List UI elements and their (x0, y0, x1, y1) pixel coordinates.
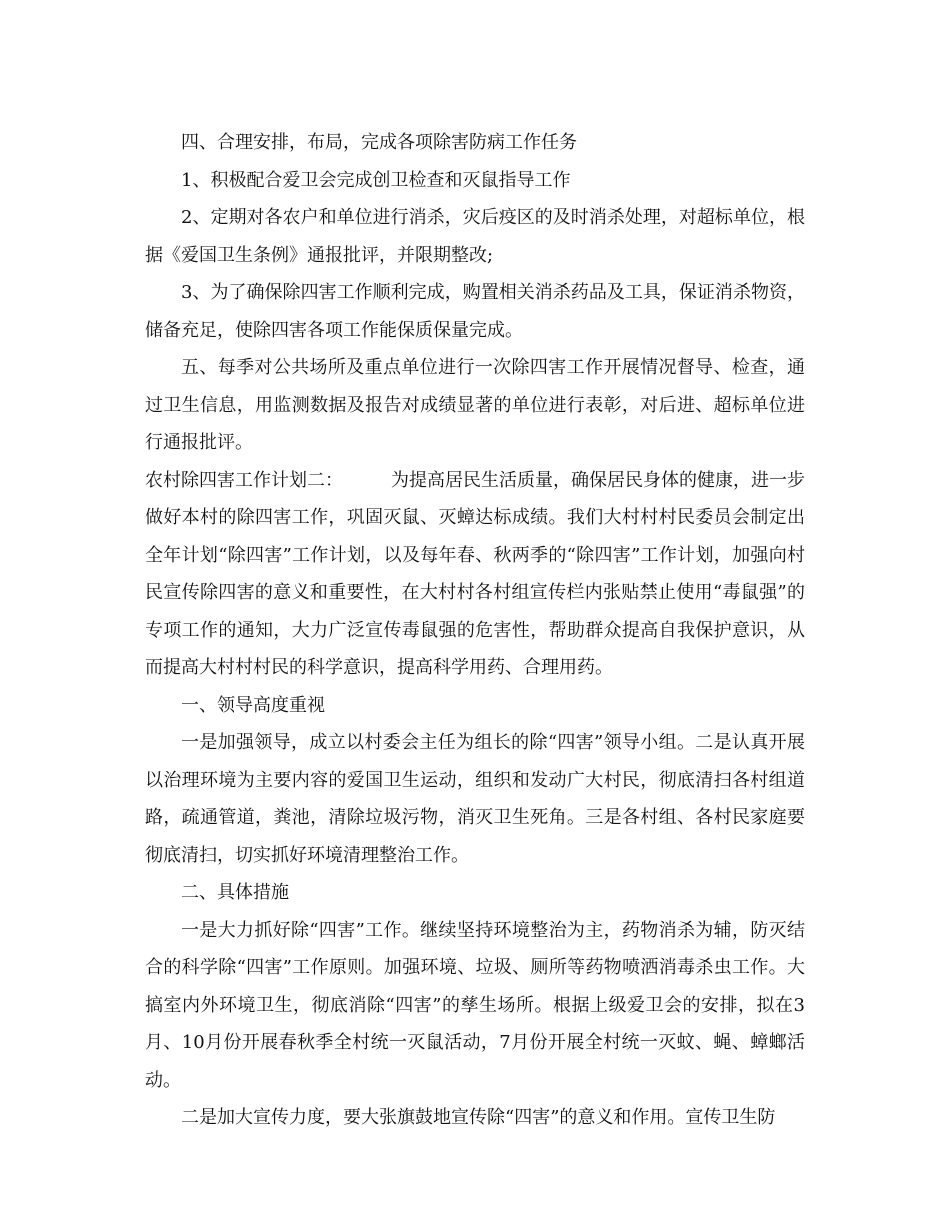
section-five-paragraph: 五、每季对公共场所及重点单位进行一次除四害工作开展情况督导、检查，通过卫生信息，用监测数据及报告对成绩显著的单位进行表彰，对后进、超标单位进行通报批评。 (145, 357, 805, 453)
plan-two-heading: 农村除四害工作计划二： (145, 469, 343, 491)
section-two-body-2: 二是加大宣传力度，要大张旗鼓地宣传除“四害”的意义和作用。宣传卫生防 (181, 1107, 776, 1128)
section-one-title: 一、领导高度重视 (181, 694, 325, 716)
item-3: 3、为了确保除四害工作顺利完成，购置相关消杀药品及工具，保证消杀物资，储备充足，使除四害各项工作能保质保量完成。 (145, 282, 805, 341)
section-four-heading: 四、合理安排，布局，完成各项除害防病工作任务 (181, 132, 577, 153)
item-1: 1、积极配合爱卫会完成创卫检查和灭鼠指导工作 (181, 169, 571, 191)
plan-two-paragraph (145, 462, 805, 687)
item-2: 2、定期对各农户和单位进行消杀，灾后疫区的及时消杀处理，对超标单位，根据《爱国卫生条例》通报批评，并限期整改; (145, 207, 805, 266)
section-two-title: 二、具体措施 (181, 882, 289, 903)
section-one-body: 一是加强领导，成立以村委会主任为组长的除“四害”领导小组。二是认真开展以治理环境为主要内容的爱国卫生运动，组织和发动广大村民，彻底清扫各村组道路，疏通管道，粪池，清除垃圾污物，消灭卫生死角。三是各村组、各村民家庭要彻底清扫，切实抓好环境清理整治工作。 (145, 732, 805, 866)
plan-two-body: 为提高居民生活质量，确保居民身体的健康，进一步做好本村的除四害工作，巩固灭鼠、灭蟑达标成绩。我们大村村村民委员会制定出全年计划“除四害”工作计划，以及每年春、秋两季的“除四害”工作计划，加强向村民宣传除四害的意义和重要性，在大村村各村组宣传栏内张贴禁止使用“毒鼠强”的专项工作的通知，大力广泛宣传毒鼠强的危害性，帮助群众提高自我保护意识，从而提高大村村村民的科学意识，提高科学用药、合理用药。 (145, 469, 805, 678)
section-two-body-1: 一是大力抓好除“四害”工作。继续坚持环境整治为主，药物消杀为辅，防灭结合的科学除“四害”工作原则。加强环境、垃圾、厕所等药物喷洒消毒杀虫工作。大搞室内外环境卫生，彻底消除“四害”的孳生场所。根据上级爱卫会的安排，拟在3月、10月份开展春秋季全村统一灭鼠活动，7月份开展全村统一灭蚊、蝇、蟑螂活动。 (145, 919, 805, 1091)
document-body (145, 124, 805, 1137)
